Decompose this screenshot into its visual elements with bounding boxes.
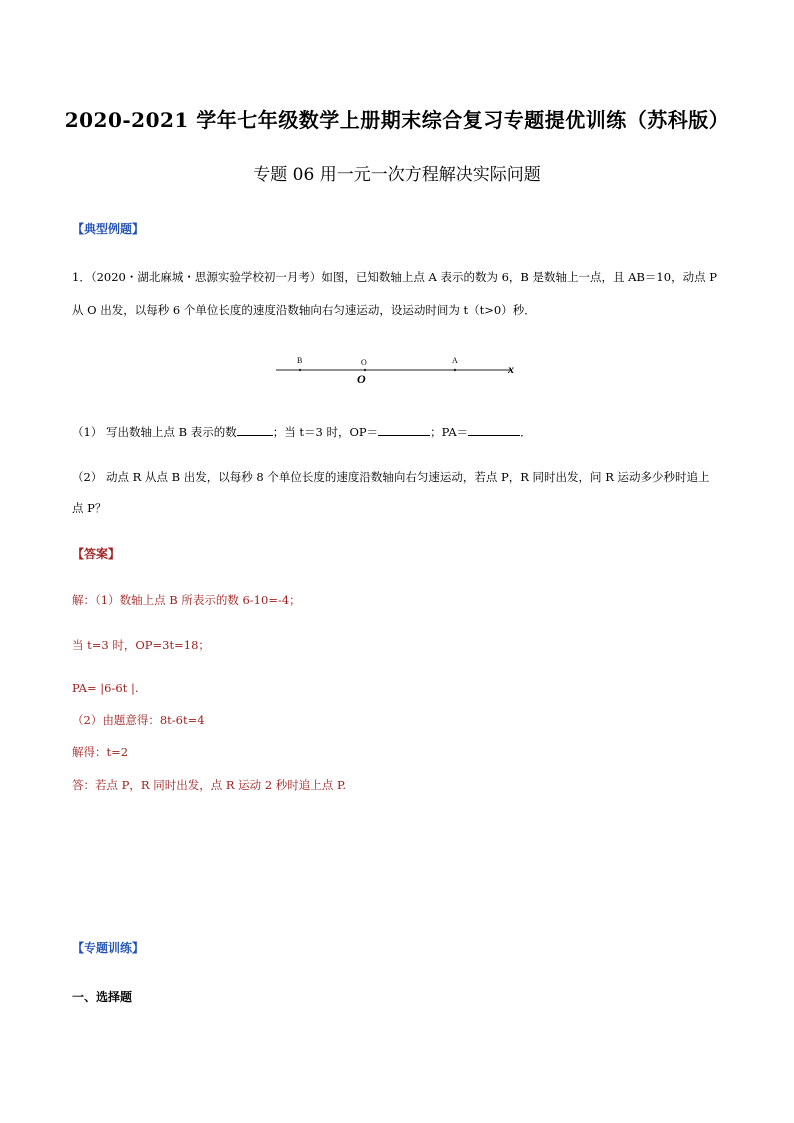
- part-1-heading: 一、选择题: [72, 990, 133, 1004]
- problem-line-1: 1．（2020・湖北麻城・思源实验学校初一月考）如图，已知数轴上点 A 表示的数为 6，B 是数轴上一点，且 AB＝10，动点 P: [72, 270, 717, 284]
- example-section-tag: 【典型例题】: [72, 222, 145, 236]
- label-o-big: O: [357, 372, 366, 386]
- point-a-mark: [454, 369, 456, 371]
- question-1-part-d: ．: [520, 425, 532, 439]
- problem-line-2: 从 O 出发，以每秒 6 个单位长度的速度沿数轴向右匀速运动，设运动时间为 t（t>0）秒．: [72, 303, 536, 317]
- number-line-figure: [270, 350, 530, 390]
- question-1-part-b: ；当 t＝3 时，OP＝: [272, 425, 379, 439]
- label-b: B: [297, 356, 303, 365]
- training-section-tag: 【专题训练】: [72, 941, 145, 955]
- answer-line-1: 解：（1）数轴上点 B 所表示的数 6-10=-4；: [72, 593, 301, 607]
- answer-blank-op[interactable]: [378, 423, 430, 436]
- point-o-mark: [364, 369, 366, 371]
- answer-tag: 【答案】: [72, 547, 121, 561]
- label-a: A: [452, 356, 458, 365]
- label-o-small: O: [361, 358, 367, 367]
- answer-blank-pa[interactable]: [468, 423, 520, 436]
- question-1: [72, 421, 532, 443]
- label-x: x: [508, 362, 514, 376]
- question-2-line-2: 点 P？: [72, 501, 107, 515]
- answer-blank-b[interactable]: [237, 423, 273, 436]
- page-subtitle: 专题 06 用一元一次方程解决实际问题: [253, 165, 541, 185]
- answer-line-6: 答：若点 P，R 同时出发，点 R 运动 2 秒时追上点 P.: [72, 778, 347, 792]
- answer-line-2: 当 t=3 时，OP=3t=18；: [72, 638, 210, 652]
- question-1-part-c: ；PA＝: [430, 425, 469, 439]
- question-1-part-a: （1） 写出数轴上点 B 表示的数: [72, 425, 237, 439]
- answer-line-4: （2）由题意得：8t-6t=4: [72, 713, 205, 727]
- question-2-line-1: （2） 动点 R 从点 B 出发，以每秒 8 个单位长度的速度沿数轴向右匀速运动，若点 P，R 同时出发，问 R 运动多少秒时追上: [72, 470, 710, 484]
- point-b-mark: [299, 369, 301, 371]
- page-title: 2020-2021 学年七年级数学上册期末综合复习专题提优训练（苏科版）: [64, 108, 730, 132]
- answer-line-3: PA= |6-6t |.: [72, 681, 139, 695]
- answer-line-5: 解得：t=2: [72, 745, 129, 759]
